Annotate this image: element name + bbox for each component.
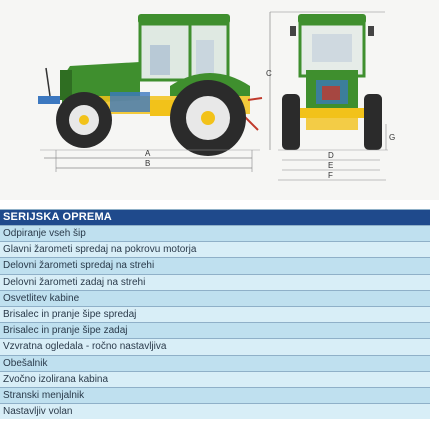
table-row: Vzvratna ogledala - ročno nastavljiva bbox=[0, 338, 430, 354]
table-row: Delovni žarometi zadaj na strehi bbox=[0, 274, 430, 290]
tractor-dimension-figure bbox=[0, 0, 439, 200]
tractor-side-view bbox=[38, 12, 270, 172]
table-row: Obešalnik bbox=[0, 355, 430, 371]
dimension-label-f: F bbox=[328, 171, 333, 180]
dimension-label-e: E bbox=[328, 161, 334, 170]
standard-equipment-table bbox=[0, 209, 430, 419]
dimension-label-a: A bbox=[145, 149, 151, 158]
table-row: Odpiranje vseh šip bbox=[0, 225, 430, 241]
table-row: Brisalec in pranje šipe spredaj bbox=[0, 306, 430, 322]
table-title: SERIJSKA OPREMA bbox=[0, 210, 430, 225]
table-row: Osvetlitev kabine bbox=[0, 290, 430, 306]
table-row: Glavni žarometi spredaj na pokrovu motorja bbox=[0, 241, 430, 257]
table-row: Zvočno izolirana kabina bbox=[0, 371, 430, 387]
dimension-label-c: C bbox=[266, 69, 272, 78]
dimension-label-g: G bbox=[389, 133, 396, 142]
table-row: Nastavljiv volan bbox=[0, 403, 430, 419]
dimension-label-d: D bbox=[328, 151, 334, 160]
table-row: Delovni žarometi spredaj na strehi bbox=[0, 257, 430, 273]
dimension-label-b: B bbox=[145, 159, 151, 168]
tractor-drawings bbox=[0, 0, 439, 200]
table-row: Brisalec in pranje šipe zadaj bbox=[0, 322, 430, 338]
table-row: Stranski menjalnik bbox=[0, 387, 430, 403]
